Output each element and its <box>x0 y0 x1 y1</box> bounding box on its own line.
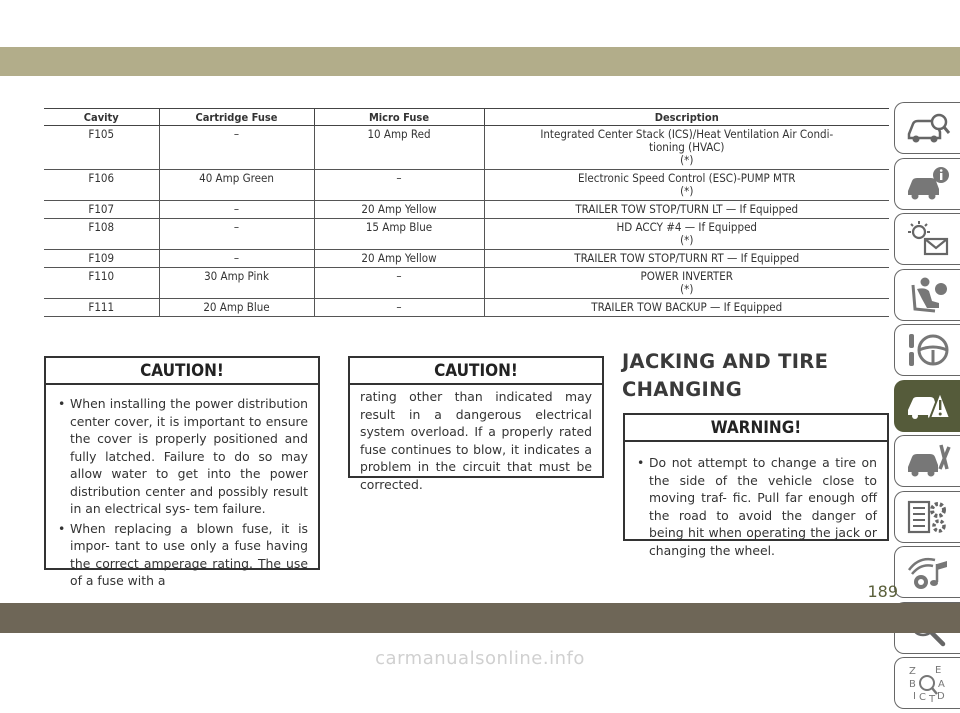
svg-text:A: A <box>937 679 945 690</box>
svg-text:I: I <box>912 691 916 702</box>
description-cell <box>484 219 889 250</box>
column-header-cavity: Cavity <box>44 109 159 126</box>
description-line: Integrated Center Stack (ICS)/Heat Ventilation Air Condi- <box>540 127 834 141</box>
caution-heading: CAUTION! <box>46 358 318 385</box>
svg-text:C: C <box>918 692 926 703</box>
table-row <box>44 250 889 268</box>
cavity-cell: F107 <box>44 201 159 219</box>
description-line: (*) <box>680 233 694 247</box>
cavity-cell: F105 <box>44 126 159 170</box>
fuse-table <box>44 108 889 317</box>
index-letters-icon <box>905 663 951 703</box>
svg-text:Z: Z <box>908 666 916 677</box>
tab-specifications[interactable] <box>894 491 960 543</box>
cartridge-cell: 40 Amp Green <box>159 170 314 201</box>
tab-warning-lights[interactable] <box>894 213 960 265</box>
table-row <box>44 170 889 201</box>
tab-multimedia[interactable] <box>894 546 960 598</box>
micro-cell: 20 Amp Yellow <box>314 250 484 268</box>
svg-text:T: T <box>928 694 935 705</box>
tab-car-info[interactable] <box>894 158 960 210</box>
description-line: TRAILER TOW STOP/TURN LT — If Equipped <box>575 202 799 216</box>
caution-list <box>58 395 308 590</box>
specifications-gears-icon <box>905 497 951 537</box>
description-cell <box>484 126 889 170</box>
car-service-tools-icon <box>905 441 951 481</box>
cartridge-cell: – <box>159 250 314 268</box>
warning-item: • Do not attempt to change a tire on the side of the vehicle close to moving traf- fic. Pull far enough off the road to avoid the danger of being hit when operating the jack or changing the wheel. <box>637 454 877 559</box>
description-cell <box>484 250 889 268</box>
page-number: 189 <box>867 582 898 601</box>
description-line: TRAILER TOW BACKUP — If Equipped <box>591 300 783 314</box>
micro-cell: 20 Amp Yellow <box>314 201 484 219</box>
cartridge-cell: – <box>159 219 314 250</box>
tab-car-hazard[interactable] <box>894 380 960 432</box>
caution-box-left <box>44 356 320 588</box>
warning-body <box>625 442 887 569</box>
svg-text:B: B <box>908 679 916 690</box>
description-cell <box>484 201 889 219</box>
column-header-micro-fuse: Micro Fuse <box>314 109 484 126</box>
svg-text:D: D <box>936 691 945 702</box>
section-title-line: JACKING AND TIRE <box>622 350 829 373</box>
caution-item: • When installing the power distribution center cover, it is important to ensure the cover is properly positioned and fully latched. Failure to do so may allow water to get into the power distribution center and possibly result in an electrical sys- tem failure. <box>58 395 308 518</box>
description-line: TRAILER TOW STOP/TURN RT — If Equipped <box>574 251 800 265</box>
description-line: Electronic Speed Control (ESC)-PUMP MTR <box>578 171 796 185</box>
cartridge-cell: 20 Amp Blue <box>159 299 314 317</box>
micro-cell: 15 Amp Blue <box>314 219 484 250</box>
section-title-line: CHANGING <box>622 378 743 401</box>
micro-cell: – <box>314 170 484 201</box>
car-magnifier-icon <box>905 108 951 148</box>
warning-lights-message-icon <box>905 219 951 259</box>
svg-text:E: E <box>934 665 941 676</box>
warning-list <box>637 454 877 559</box>
car-hazard-icon <box>905 386 951 426</box>
description-cell <box>484 268 889 299</box>
description-cell <box>484 299 889 317</box>
seat-airbag-person-icon <box>905 275 951 315</box>
cartridge-cell: 30 Amp Pink <box>159 268 314 299</box>
micro-cell: – <box>314 299 484 317</box>
cavity-cell: F109 <box>44 250 159 268</box>
table-row <box>44 268 889 299</box>
micro-cell: 10 Amp Red <box>314 126 484 170</box>
description-line: POWER INVERTER <box>640 269 733 283</box>
description-line: tioning (HVAC) <box>649 140 725 154</box>
tab-car-service[interactable] <box>894 435 960 487</box>
cavity-cell: F111 <box>44 299 159 317</box>
cavity-cell: F106 <box>44 170 159 201</box>
table-row <box>44 126 889 170</box>
description-cell <box>484 170 889 201</box>
cavity-cell: F110 <box>44 268 159 299</box>
warning-box <box>623 413 889 558</box>
cartridge-cell: – <box>159 126 314 170</box>
car-info-icon <box>905 164 951 204</box>
caution-continued-text: rating other than indicated may result in a dangerous electrical system overload. If a properly rated fuse continues to blow, it indicates a problem in the circuit that must be corrected. <box>360 389 592 492</box>
description-line: HD ACCY #4 — If Equipped <box>616 220 758 234</box>
column-header-cartridge-fuse: Cartridge Fuse <box>159 109 314 126</box>
tab-car-magnifier[interactable] <box>894 102 960 154</box>
description-line: (*) <box>680 153 694 167</box>
table-row <box>44 299 889 317</box>
description-line: (*) <box>680 282 694 296</box>
steering-wheel-icon <box>905 330 951 370</box>
column-header-description: Description <box>484 109 889 126</box>
cartridge-cell: – <box>159 201 314 219</box>
micro-cell: – <box>314 268 484 299</box>
description-line: (*) <box>680 184 694 198</box>
multimedia-music-icon <box>905 552 951 592</box>
table-header-row <box>44 109 889 126</box>
caution-item: • When replacing a blown fuse, it is impor- tant to use only a fuse having the correct amperage rating. The use of a fuse with a <box>58 520 308 590</box>
watermark: carmanualsonline.info <box>375 648 585 669</box>
table-row <box>44 201 889 219</box>
tab-steering-wheel[interactable] <box>894 324 960 376</box>
section-title <box>622 348 862 404</box>
header-band <box>0 47 960 76</box>
caution-body <box>46 385 318 600</box>
caution-box-middle <box>348 356 604 492</box>
footer-band <box>0 603 960 633</box>
cavity-cell: F108 <box>44 219 159 250</box>
table-row <box>44 219 889 250</box>
caution-heading: CAUTION! <box>350 358 602 385</box>
tab-seat-airbag[interactable] <box>894 269 960 321</box>
warning-heading: WARNING! <box>625 415 887 442</box>
